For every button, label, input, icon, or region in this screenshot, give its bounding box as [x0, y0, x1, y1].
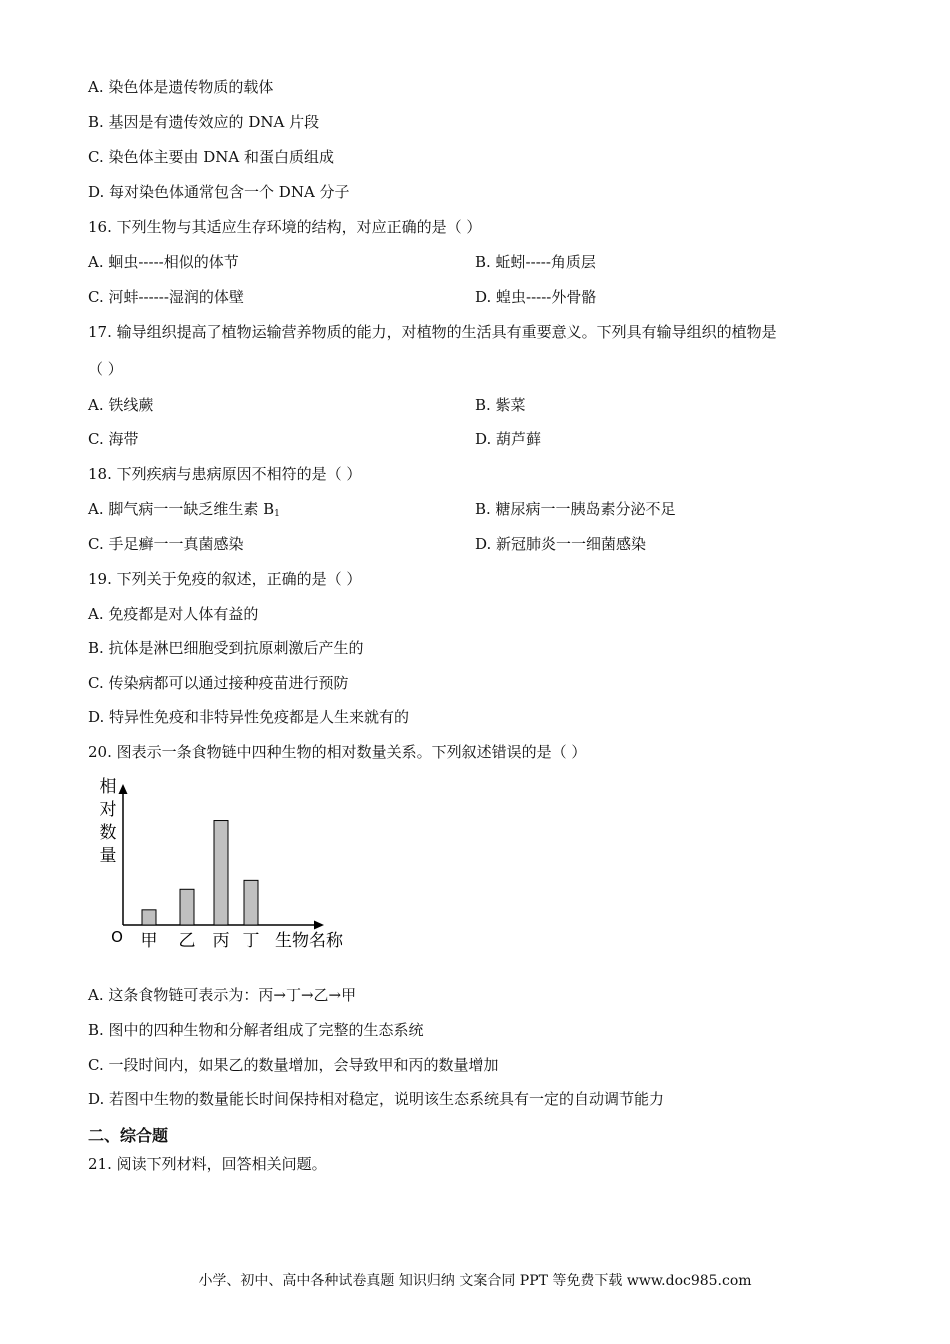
- bar-3: [244, 880, 258, 925]
- q18-option-c: C. 手足癣一一真菌感染: [88, 535, 244, 553]
- q16-stem: 16. 下列生物与其适应生存环境的结构，对应正确的是（ ）: [88, 218, 482, 236]
- q17-option-c: C. 海带: [88, 430, 139, 448]
- q20-option-a: A. 这条食物链可表示为：丙→丁→乙→甲: [88, 986, 357, 1004]
- y-label-char-2: 数: [99, 823, 117, 843]
- section-heading: 二、综合题: [88, 1126, 169, 1145]
- q18-option-d: D. 新冠肺炎一一细菌感染: [475, 535, 647, 553]
- q18-option-b: B. 糖尿病一一胰岛素分泌不足: [475, 500, 676, 518]
- bar-1: [180, 889, 194, 925]
- q15-option-b: B. 基因是有遗传效应的 DNA 片段: [88, 113, 320, 131]
- q18-option-a: [88, 499, 280, 524]
- food-chain-bar-chart: [95, 770, 360, 955]
- q17-option-d: D. 葫芦藓: [475, 430, 542, 448]
- y-axis-label: [100, 777, 117, 866]
- q17-option-a: A. 铁线蕨: [88, 396, 154, 414]
- q20-option-c: C. 一段时间内，如果乙的数量增加，会导致甲和丙的数量增加: [88, 1056, 499, 1074]
- category-label-0: 甲: [140, 931, 158, 951]
- q19-option-b: B. 抗体是淋巴细胞受到抗原刺激后产生的: [88, 639, 364, 657]
- x-axis-label: 生物名称: [275, 931, 343, 951]
- category-label-2: 丙: [212, 931, 230, 951]
- y-label-char-0: 相: [99, 777, 117, 797]
- q17-stem-continued: （ ）: [88, 360, 123, 378]
- q15-option-c: C. 染色体主要由 DNA 和蛋白质组成: [88, 148, 334, 166]
- q19-option-a: A. 免疫都是对人体有益的: [88, 605, 259, 623]
- q19-option-d: D. 特异性免疫和非特异性免疫都是人生来就有的: [88, 708, 410, 726]
- q21-stem: 21. 阅读下列材料，回答相关问题。: [88, 1155, 327, 1173]
- q20-option-d: D. 若图中生物的数量能长时间保持相对稳定，说明该生态系统具有一定的自动调节能力: [88, 1090, 665, 1108]
- q16-option-b: B. 蚯蚓-----角质层: [475, 253, 596, 271]
- q16-option-a: A. 蛔虫-----相似的体节: [88, 253, 239, 271]
- origin-label: O: [111, 928, 123, 946]
- category-label-1: 乙: [178, 931, 196, 951]
- q18-stem: 18. 下列疾病与患病原因不相符的是（ ）: [88, 465, 362, 483]
- y-label-char-1: 对: [99, 800, 117, 820]
- q17-option-b: B. 紫菜: [475, 396, 526, 414]
- q20-option-b: B. 图中的四种生物和分解者组成了完整的生态系统: [88, 1021, 424, 1039]
- x-axis-arrow: [314, 921, 324, 930]
- q19-option-c: C. 传染病都可以通过接种疫苗进行预防: [88, 674, 349, 692]
- q15-option-a: A. 染色体是遗传物质的载体: [88, 78, 274, 96]
- y-label-char-3: 量: [99, 846, 117, 866]
- q19-stem: 19. 下列关于免疫的叙述，正确的是（ ）: [88, 570, 362, 588]
- q17-stem: 17. 输导组织提高了植物运输营养物质的能力，对植物的生活具有重要意义。下列具有输导组织的植物是: [88, 323, 777, 341]
- q18-option-a-subscript: 1: [274, 509, 280, 519]
- q16-option-d: D. 蝗虫-----外骨骼: [475, 288, 597, 306]
- category-label-3: 丁: [242, 931, 260, 951]
- bar-2: [214, 821, 228, 925]
- q18-option-a-text: A. 脚气病一一缺乏维生素 B: [88, 500, 275, 518]
- q20-stem: 20. 图表示一条食物链中四种生物的相对数量关系。下列叙述错误的是（ ）: [88, 743, 587, 761]
- q16-option-c: C. 河蚌------湿润的体壁: [88, 288, 244, 306]
- category-labels: [141, 931, 260, 951]
- q15-option-d: D. 每对染色体通常包含一个 DNA 分子: [88, 183, 350, 201]
- bars-group: [142, 821, 258, 925]
- page-footer: 小学、初中、高中各种试卷真题 知识归纳 文案合同 PPT 等免费下载 www.doc985.com: [198, 1273, 752, 1289]
- y-axis-arrow: [119, 784, 128, 794]
- bar-0: [142, 910, 156, 925]
